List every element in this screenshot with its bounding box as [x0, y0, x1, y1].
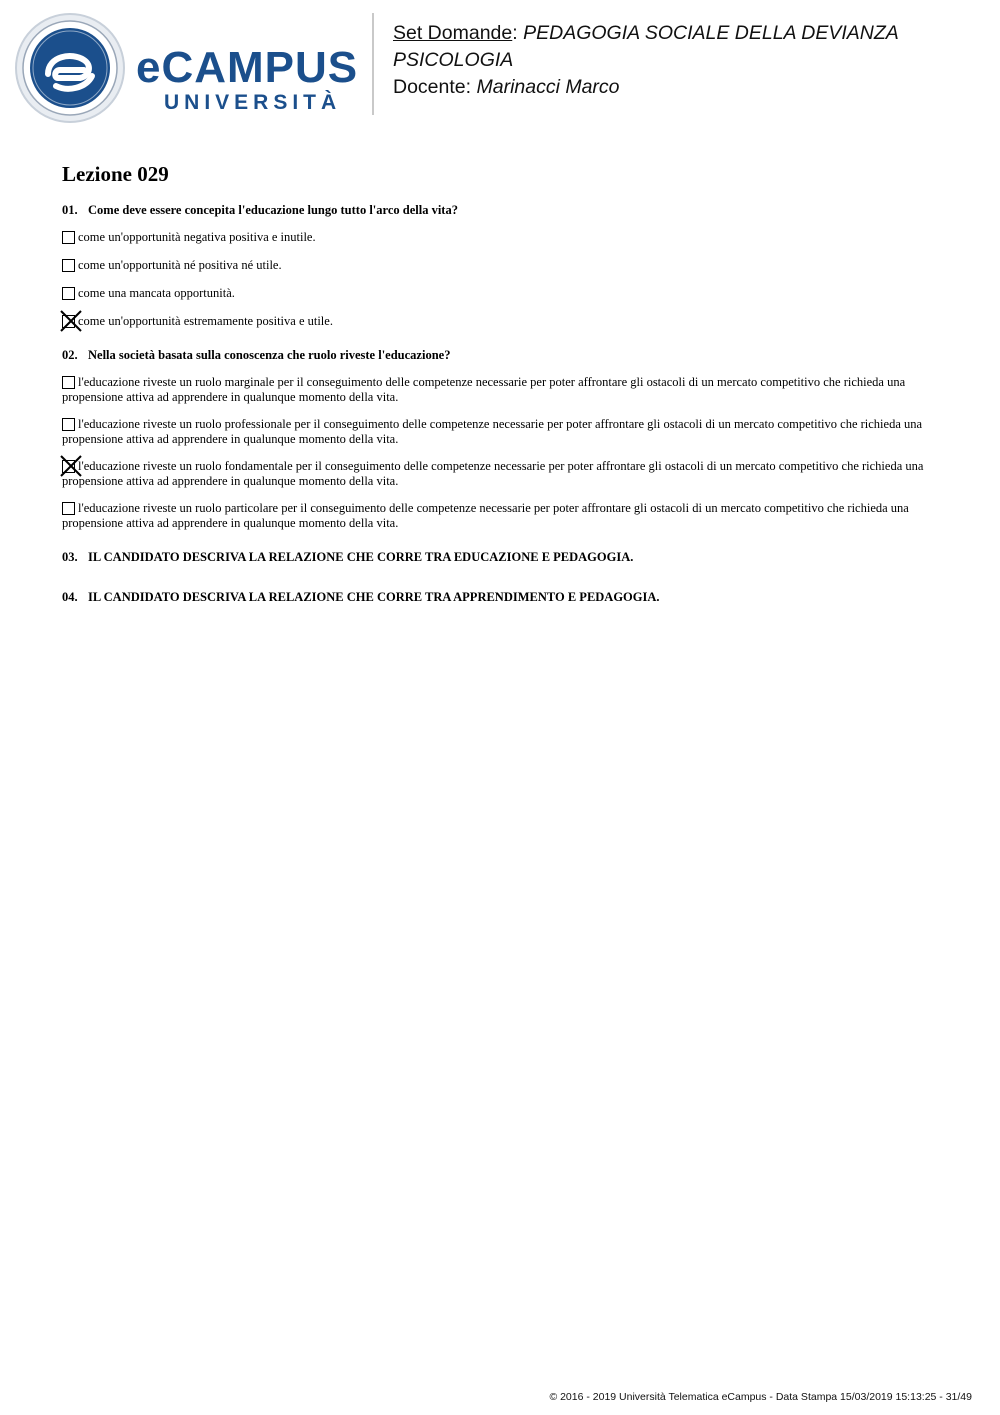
logo-sub-text: UNIVERSITÀ	[164, 91, 342, 114]
checkbox-checked[interactable]	[62, 460, 75, 473]
question-label: Nella società basata sulla conoscenza che ruolo riveste l'educazione?	[88, 348, 451, 362]
option-text: come un'opportunità né positiva né utile.	[78, 258, 282, 272]
question-block	[62, 202, 942, 329]
question-label: IL CANDIDATO DESCRIVA LA RELAZIONE CHE CORRE TRA APPRENDIMENTO E PEDAGOGIA.	[88, 590, 660, 604]
question-number: 04.	[62, 590, 78, 604]
set-label: Set Domande	[393, 22, 513, 44]
checkbox[interactable]	[62, 376, 75, 389]
logo-main-text: eCAMPUS	[136, 43, 359, 92]
header-divider	[372, 13, 374, 115]
lesson-title: Lezione 029	[62, 162, 169, 186]
question-block	[62, 347, 942, 531]
checkbox[interactable]	[62, 259, 75, 272]
answer-option[interactable]	[62, 501, 942, 531]
question-number: 01.	[62, 203, 78, 217]
option-text: come un'opportunità negativa positiva e inutile.	[78, 230, 316, 244]
option-text: l'educazione riveste un ruolo marginale per il conseguimento delle competenze necessarie per poter affrontare gli ostacoli di un mercato competitivo che richieda una propensione attiva ad apprendere in qualunque momento della vita.	[62, 375, 906, 404]
ecampus-wordmark	[136, 43, 376, 126]
teacher-label: Docente:	[393, 76, 472, 98]
x-mark-icon	[60, 455, 82, 477]
teacher-name: Marinacci Marco	[476, 76, 620, 98]
x-mark-icon	[60, 310, 82, 332]
lesson-content	[62, 160, 942, 629]
option-text: come una mancata opportunità.	[78, 286, 235, 300]
question-label: Come deve essere concepita l'educazione lungo tutto l'arco della vita?	[88, 203, 458, 217]
answer-option[interactable]	[62, 375, 942, 405]
page-footer: © 2016 - 2019 Università Telematica eCampus - Data Stampa 15/03/2019 15:13:25 - 31/49	[549, 1391, 972, 1403]
answer-option-selected[interactable]	[62, 459, 942, 489]
open-question	[62, 549, 942, 565]
checkbox[interactable]	[62, 502, 75, 515]
set-colon: :	[512, 22, 518, 44]
teacher-line	[393, 74, 973, 101]
answer-option[interactable]	[62, 286, 942, 301]
option-text: l'educazione riveste un ruolo professionale per il conseguimento delle competenze necessarie per poter affrontare gli ostacoli di un mercato competitivo che richieda una propensione attiva ad apprendere in qualunque momento della vita.	[62, 417, 923, 446]
checkbox[interactable]	[62, 418, 75, 431]
set-info	[393, 20, 973, 101]
option-text: come un'opportunità estremamente positiva e utile.	[78, 314, 333, 328]
answer-option[interactable]	[62, 230, 942, 245]
question-label: IL CANDIDATO DESCRIVA LA RELAZIONE CHE CORRE TRA EDUCAZIONE E PEDAGOGIA.	[88, 550, 634, 564]
checkbox-checked[interactable]	[62, 315, 75, 328]
page-header	[0, 0, 1000, 130]
ecampus-logo	[14, 12, 374, 122]
question-number: 03.	[62, 550, 78, 564]
question-text	[62, 202, 942, 218]
answer-option[interactable]	[62, 417, 942, 447]
checkbox[interactable]	[62, 231, 75, 244]
question-text	[62, 347, 942, 363]
set-title-2: PSICOLOGIA	[393, 49, 514, 71]
option-text: l'educazione riveste un ruolo particolare per il conseguimento delle competenze necessarie per poter affrontare gli ostacoli di un mercato competitivo che richieda una propensione attiva ad apprendere in qualunque momento della vita.	[62, 501, 909, 530]
open-question	[62, 589, 942, 605]
answer-option[interactable]	[62, 258, 942, 273]
university-seal-icon	[14, 12, 126, 124]
set-title-1: PEDAGOGIA SOCIALE DELLA DEVIANZA	[523, 22, 899, 44]
set-line	[393, 20, 973, 47]
question-number: 02.	[62, 348, 78, 362]
checkbox[interactable]	[62, 287, 75, 300]
option-text: l'educazione riveste un ruolo fondamentale per il conseguimento delle competenze necessarie per poter affrontare gli ostacoli di un mercato competitivo che richieda una propensione attiva ad apprendere in qualunque momento della vita.	[62, 459, 924, 488]
answer-option-selected[interactable]	[62, 314, 942, 329]
